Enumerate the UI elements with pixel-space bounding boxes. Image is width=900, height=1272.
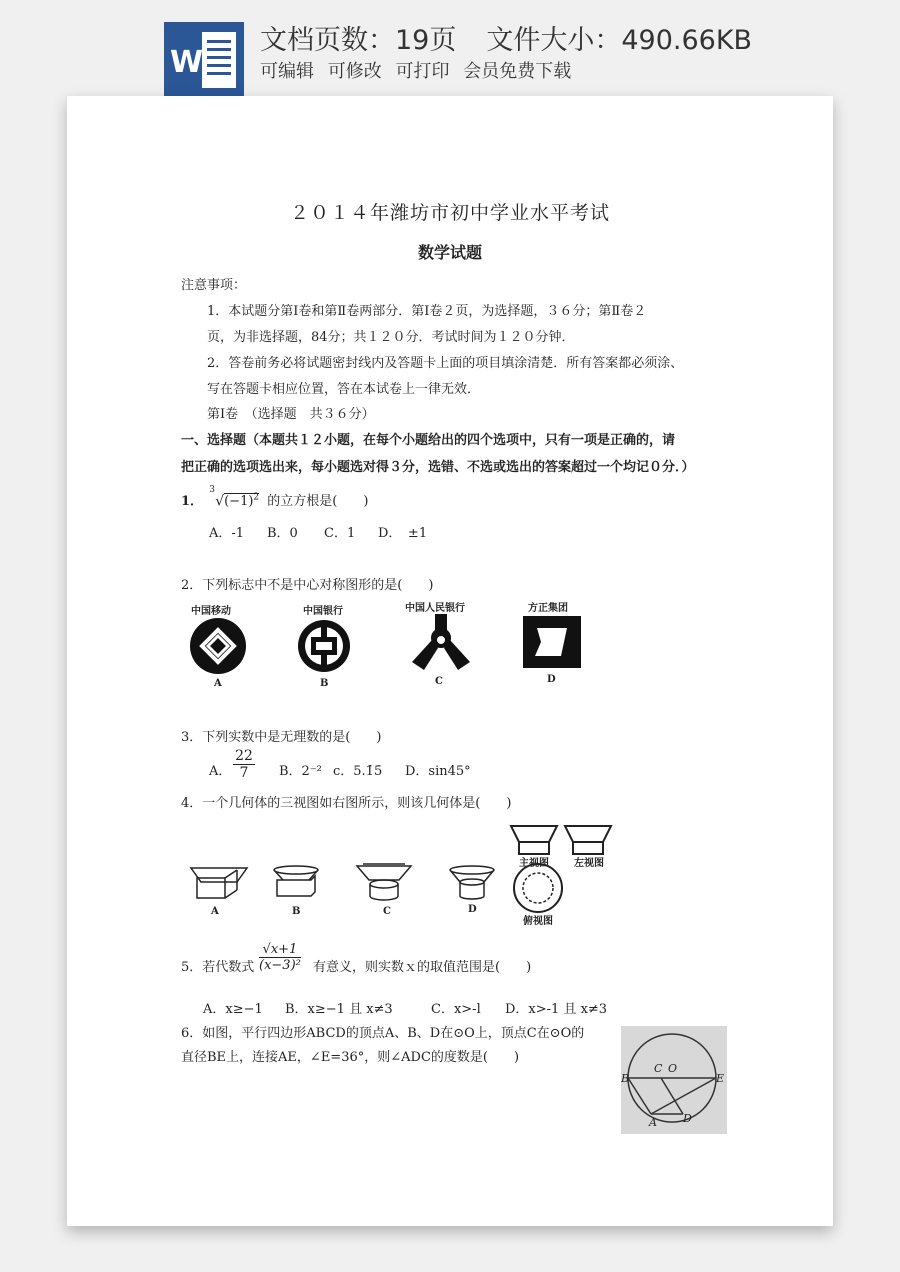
- question-4: 4．一个几何体的三视图如右图所示，则该几何体是( ): [181, 796, 512, 811]
- q5-fraction: [259, 942, 301, 973]
- top-view-label: 俯视图: [523, 916, 553, 927]
- file-size: 文件大小：490.66KB: [486, 25, 753, 56]
- logo-a-letter: A: [214, 678, 222, 689]
- file-info-header: [0, 0, 900, 100]
- word-document-icon: [164, 22, 244, 98]
- radicand-text: (−1): [224, 494, 254, 509]
- logo-d-letter: D: [547, 674, 556, 685]
- solid-option-a: [189, 864, 249, 906]
- q3-option-a-label: A．: [209, 764, 232, 779]
- root-index: 3: [209, 484, 215, 495]
- notice-2-line-2: 写在答题卡相应位置，答在本试卷上一律无效．: [207, 382, 481, 397]
- fraction-numerator: 22: [233, 748, 255, 765]
- q5-option-a: A．x≥−1: [203, 1002, 263, 1017]
- solid-option-d: [447, 864, 497, 902]
- solid-d-letter: D: [468, 904, 477, 915]
- exam-subtitle: 数学试题: [417, 243, 482, 262]
- section-1-line-2: 把正确的选项选出来，每小题选对得３分，选错、不选或选出的答案超过一个均记０分．）: [181, 460, 695, 475]
- q5-option-c: C．x>-l: [431, 1002, 481, 1017]
- solid-option-b: [271, 864, 321, 902]
- solid-a-letter: A: [211, 906, 219, 917]
- q5-denominator: (x−3)²: [259, 958, 301, 973]
- solid-option-c: [355, 862, 413, 902]
- section-1-line-1: 一、选择题（本题共１２小题，在每个小题给出的四个选项中，只有一项是正确的，请: [181, 433, 676, 448]
- q1-option-d: D． ±1: [378, 526, 428, 541]
- q3-option-b: B．2⁻²: [279, 764, 322, 779]
- question-1: 1． 3 $√(-1)^2$ 的立方根是( ): [181, 484, 369, 509]
- peoples-bank-logo: [410, 614, 472, 672]
- page-count: 文档页数：19页: [260, 25, 457, 56]
- label-a: A: [649, 1116, 657, 1129]
- label-c: C: [654, 1062, 663, 1075]
- q1-option-c: C．1: [324, 526, 356, 541]
- document-page: [67, 96, 833, 1226]
- label-d: D: [683, 1112, 692, 1125]
- q5-option-b: B．x≥−1 且 x≠3: [285, 1002, 393, 1017]
- question-1-text: 的立方根是( ): [267, 494, 369, 509]
- founder-group-logo: [521, 614, 583, 670]
- radicand: [224, 493, 259, 509]
- notice-1-line-2: 页，为非选择题，84分；共１２０分．考试时间为１２０分钟．: [207, 330, 575, 345]
- solid-b-letter: B: [292, 906, 301, 917]
- q3-option-a-fraction: [233, 748, 255, 781]
- logo-c-letter: C: [435, 676, 443, 687]
- logo-a-caption: 中国移动: [191, 606, 231, 617]
- question-3: 3．下列实数中是无理数的是( ): [181, 730, 382, 745]
- feature-member-download: 会员免费下载: [463, 61, 572, 82]
- exam-title: ２０１４年潍坊市初中学业水平考试: [289, 202, 610, 224]
- question-6-line-2: 直径BE上，连接AE，∠E=36°，则∠ADC的度数是( ): [181, 1050, 520, 1065]
- logo-b-caption: 中国银行: [303, 606, 343, 617]
- solid-c-letter: C: [383, 906, 391, 917]
- question-1-number: 1．: [181, 494, 204, 509]
- notice-1-line-1: 1．本试题分第Ⅰ卷和第Ⅱ卷两部分．第Ⅰ卷２页，为选择题，３６分；第Ⅱ卷２: [207, 304, 647, 319]
- side-view-label: 左视图: [574, 858, 604, 869]
- label-b: B: [621, 1072, 630, 1085]
- radicand-exponent: 2: [253, 492, 260, 503]
- notice-heading: 注意事项：: [181, 278, 247, 293]
- question-6-line-1: 6．如图，平行四边形ABCD的顶点A、B、D在⊙O上，顶点C在⊙O的: [181, 1026, 585, 1041]
- bank-of-china-logo: [296, 618, 352, 674]
- q6-circle-figure: [621, 1026, 727, 1134]
- q1-option-a: A．-1: [209, 526, 245, 541]
- question-5-suffix: 有意义，则实数ｘ的取值范围是( ): [313, 960, 532, 975]
- china-mobile-logo: [188, 616, 248, 676]
- feature-list: [260, 57, 579, 83]
- logo-d-caption: 方正集团: [528, 603, 568, 614]
- label-e: E: [716, 1072, 725, 1085]
- question-2: 2．下列标志中不是中心对称图形的是( ): [181, 578, 434, 593]
- notice-2-line-1: 2．答卷前务必将试题密封线内及答题卡上面的项目填涂清楚．所有答案都必须涂、: [207, 356, 684, 371]
- q3-option-d: D．sin45°: [405, 764, 471, 779]
- front-view-label: 主视图: [519, 858, 549, 869]
- logo-c-caption: 中国人民银行: [405, 603, 465, 614]
- part-1-heading: 第Ⅰ卷 （选择题 共３６分）: [207, 407, 375, 422]
- q5-option-d: D．x>-1 且 x≠3: [505, 1002, 608, 1017]
- q5-numerator: √x+1: [259, 942, 301, 958]
- svg-text:W: W: [170, 45, 204, 80]
- question-5-prefix: 5．若代数式: [181, 960, 255, 975]
- feature-modifiable: 可修改: [327, 61, 382, 82]
- logo-b-letter: B: [320, 678, 329, 689]
- q3-option-c: c．5.1̇5̇: [333, 764, 383, 779]
- feature-printable: 可打印: [395, 61, 450, 82]
- label-o: O: [668, 1062, 678, 1075]
- fraction-denominator: 7: [239, 765, 249, 781]
- feature-editable: 可编辑: [260, 61, 314, 82]
- file-stats: [260, 18, 752, 57]
- q1-option-b: B．0: [267, 526, 298, 541]
